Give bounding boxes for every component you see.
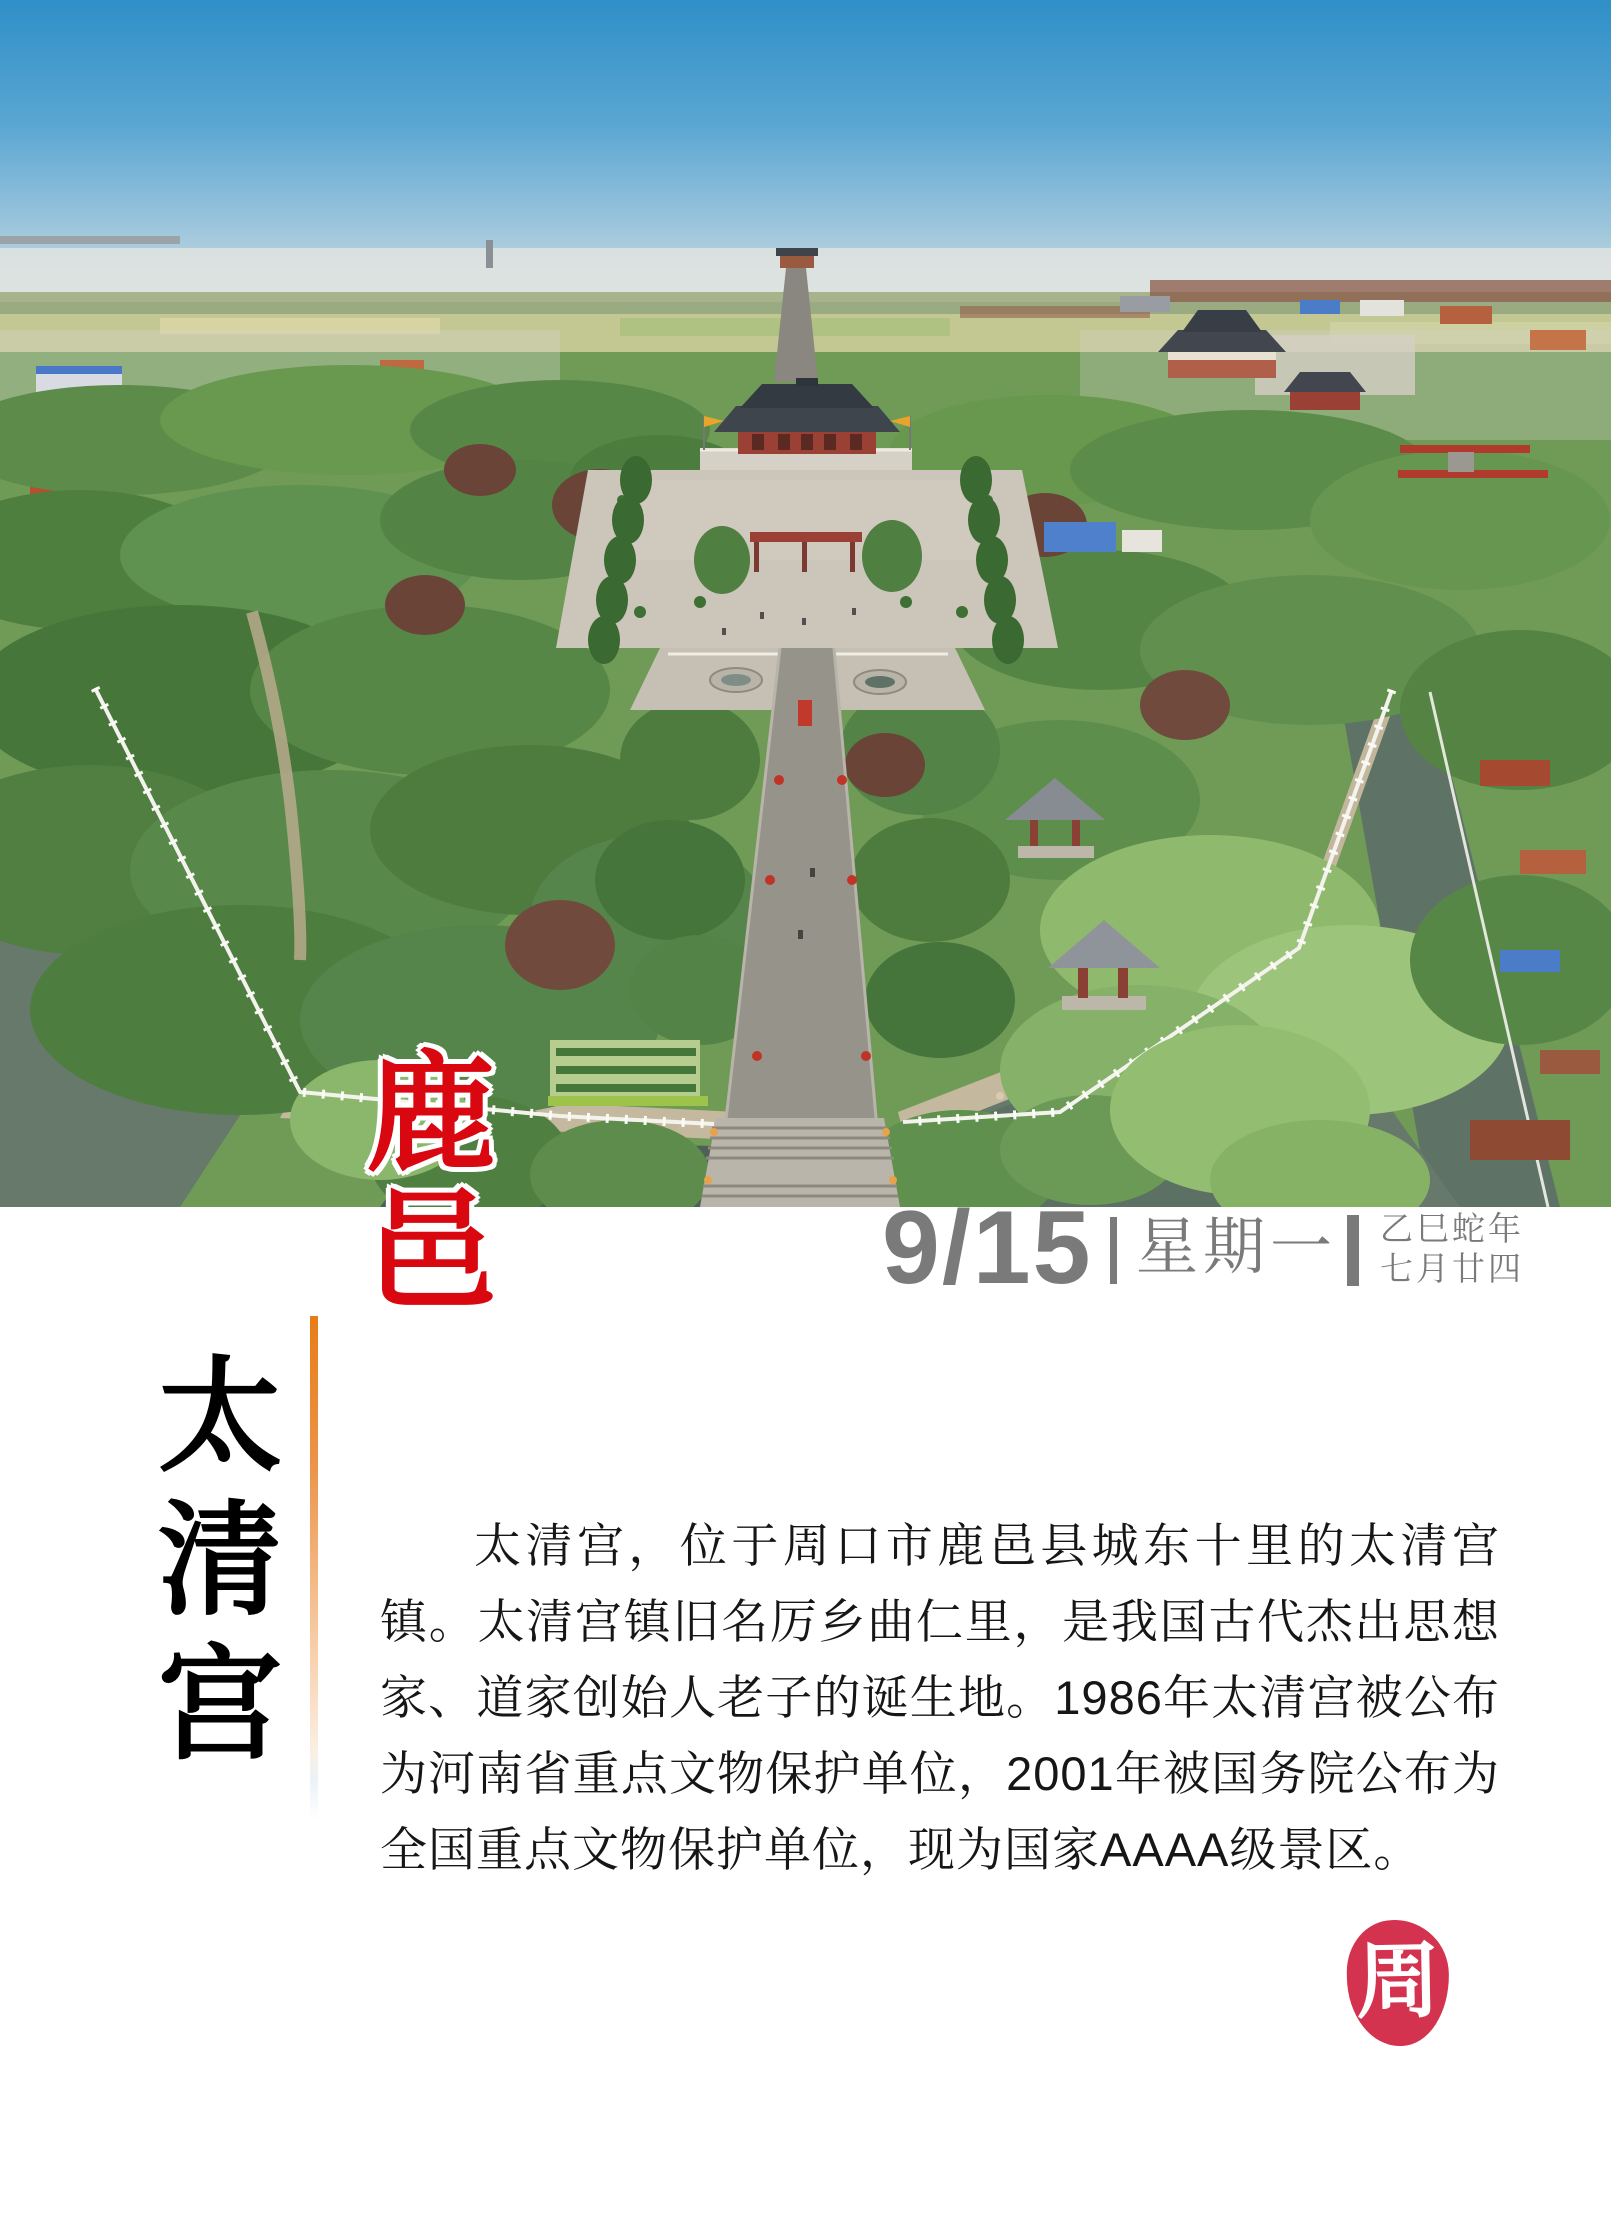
plaza <box>556 456 1058 664</box>
lunar-date <box>1380 1209 1524 1289</box>
weekday-label: 星期一 <box>1136 1213 1338 1282</box>
hedge-garden <box>548 1040 708 1106</box>
location-char-yi: 邑 <box>365 1181 496 1326</box>
location-char-lu: 鹿 <box>365 1044 496 1188</box>
zhou-seal <box>1346 1919 1450 2047</box>
date-divider-1 <box>1110 1217 1117 1284</box>
location-overlay <box>356 1044 506 1326</box>
date-value: 9/15 <box>882 1190 1093 1306</box>
article-paragraph: 太清宫，位于周口市鹿邑县城东十里的太清宫镇。太清宫镇旧名厉乡曲仁里，是我国古代杰出思想家、道家创始人老子的诞生地。1986年太清宫被公布为河南省重点文物保护单位，2001年被国务院公布为全国重点文物保护单位，现为国家AAAA级景区。 <box>380 1519 1500 1876</box>
seal-character: 周 <box>1355 1935 1441 2030</box>
lunar-day: 七月廿四 <box>1380 1250 1524 1287</box>
article-title: 太清宫 <box>140 1350 277 1782</box>
date-divider-2 <box>1347 1215 1359 1286</box>
title-accent-rule <box>310 1316 318 1821</box>
lunar-year: 乙巳蛇年 <box>1380 1210 1524 1247</box>
bridge <box>700 1118 900 1207</box>
